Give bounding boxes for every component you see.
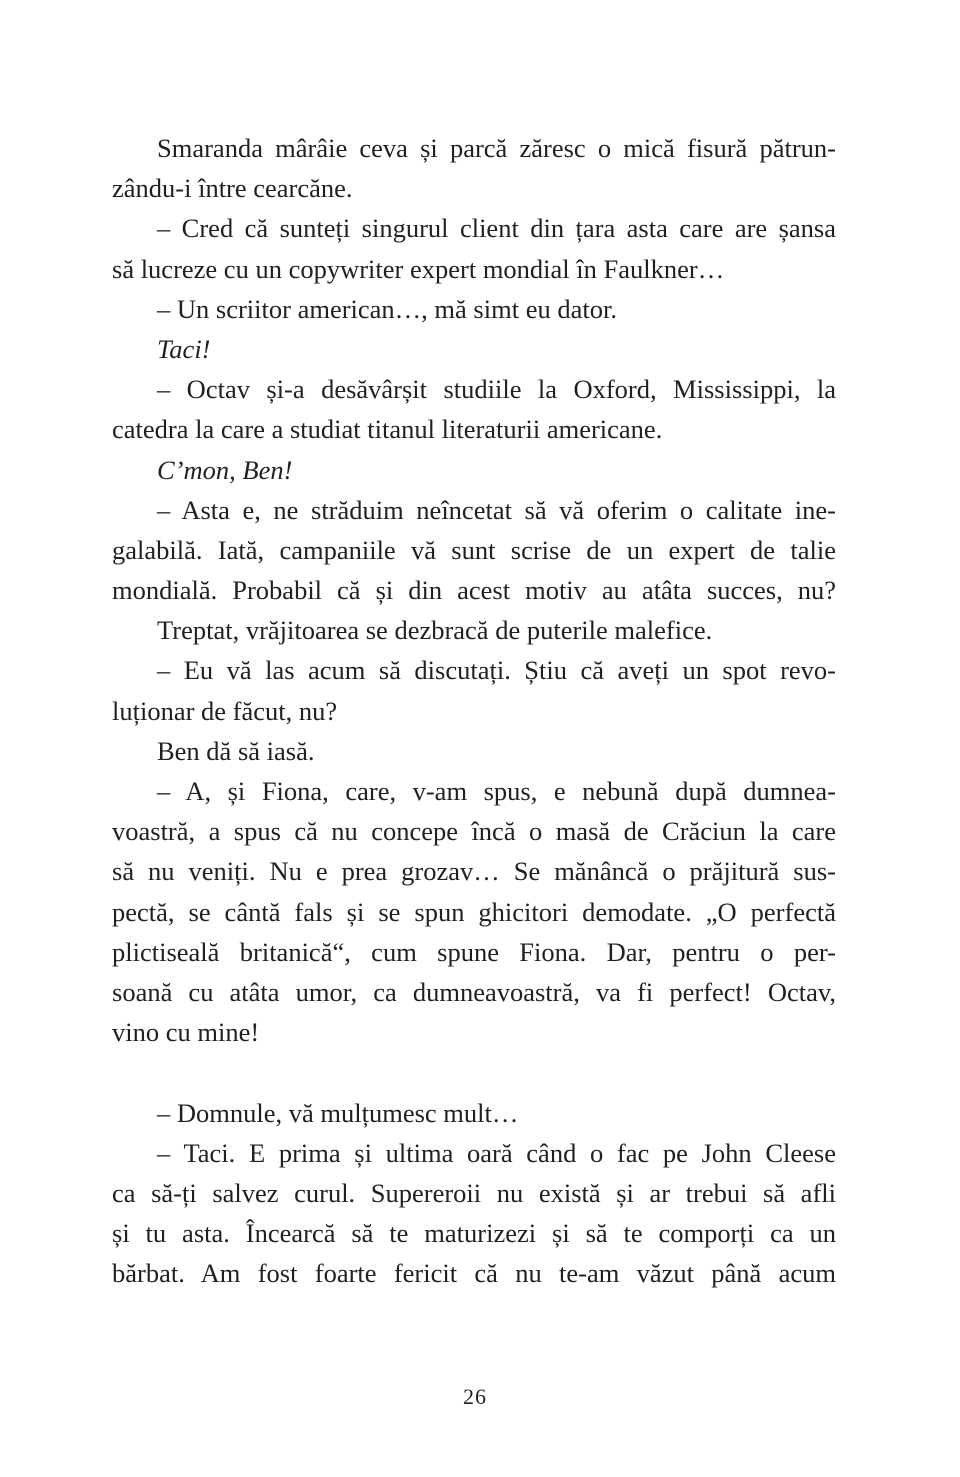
- text-line: Treptat, vrăjitoarea se dezbracă de puterile malefice.: [157, 615, 713, 646]
- text-line: Smaranda mârâie ceva și parcă zăresc o mică fisură pătrun-: [157, 133, 836, 163]
- text-line: pectă, se cântă fals și se spun ghicitori demodate. „O perfectă: [112, 896, 836, 927]
- text-line: – Asta e, ne străduim neîncetat să vă oferim o calitate ine-: [157, 494, 836, 525]
- blank-line: [112, 1052, 836, 1092]
- text-line: – A, și Fiona, care, v-am spus, e nebună după dumnea-: [157, 776, 836, 806]
- text-line: catedra la care a studiat titanul literaturii americane.: [112, 414, 663, 445]
- text-line: soană cu atâta umor, ca dumneavoastră, va fi perfect! Octav,: [112, 976, 836, 1007]
- text-line: – Octav și-a desăvârșit studiile la Oxford, Mississippi, la: [157, 374, 836, 405]
- text-line: mondială. Probabil că și din acest motiv au atâta succes, nu?: [112, 575, 836, 606]
- text-line: să lucreze cu un copywriter expert mondial în Faulkner…: [112, 253, 725, 284]
- text-line: – Eu vă las acum să discutați. Știu că aveți un spot revo-: [157, 655, 836, 686]
- text-line: – Cred că sunteți singurul client din țara asta care are șansa: [157, 213, 836, 244]
- text-line: vino cu mine!: [112, 1017, 260, 1048]
- text-line: Ben dă să iasă.: [157, 735, 315, 766]
- text-line: luționar de făcut, nu?: [112, 695, 338, 726]
- text-line: – Taci. E prima și ultima oară când o fac pe John Cleese: [157, 1137, 836, 1168]
- text-line: plictiseală britanică“, cum spune Fiona. Dar, pentru o per-: [112, 936, 836, 967]
- text-line: C’mon, Ben!: [157, 454, 293, 485]
- text-line: zându-i între cearcăne.: [112, 173, 353, 204]
- text-line: bărbat. Am fost foarte fericit că nu te-am văzut până acum: [112, 1258, 836, 1289]
- text-line: ca să-ți salvez curul. Supereroii nu există și ar trebui să afli: [112, 1177, 836, 1208]
- text-line: și tu asta. Încearcă să te maturizezi și să te comporți ca un: [112, 1218, 836, 1249]
- text-line: voastră, a spus că nu concepe încă o masă de Crăciun la care: [112, 816, 836, 847]
- page-number: 26: [463, 1384, 487, 1409]
- page-body-text: [112, 128, 836, 1293]
- text-line: – Un scriitor american…, mă simt eu dator.: [157, 293, 617, 324]
- text-line: să nu veniți. Nu e prea grozav… Se mănâncă o prăjitură sus-: [112, 856, 836, 887]
- text-line: Taci!: [157, 333, 211, 364]
- text-line: galabilă. Iată, campaniile vă sunt scrise de un expert de talie: [112, 534, 836, 565]
- text-line: – Domnule, vă mulțumesc mult…: [157, 1097, 519, 1128]
